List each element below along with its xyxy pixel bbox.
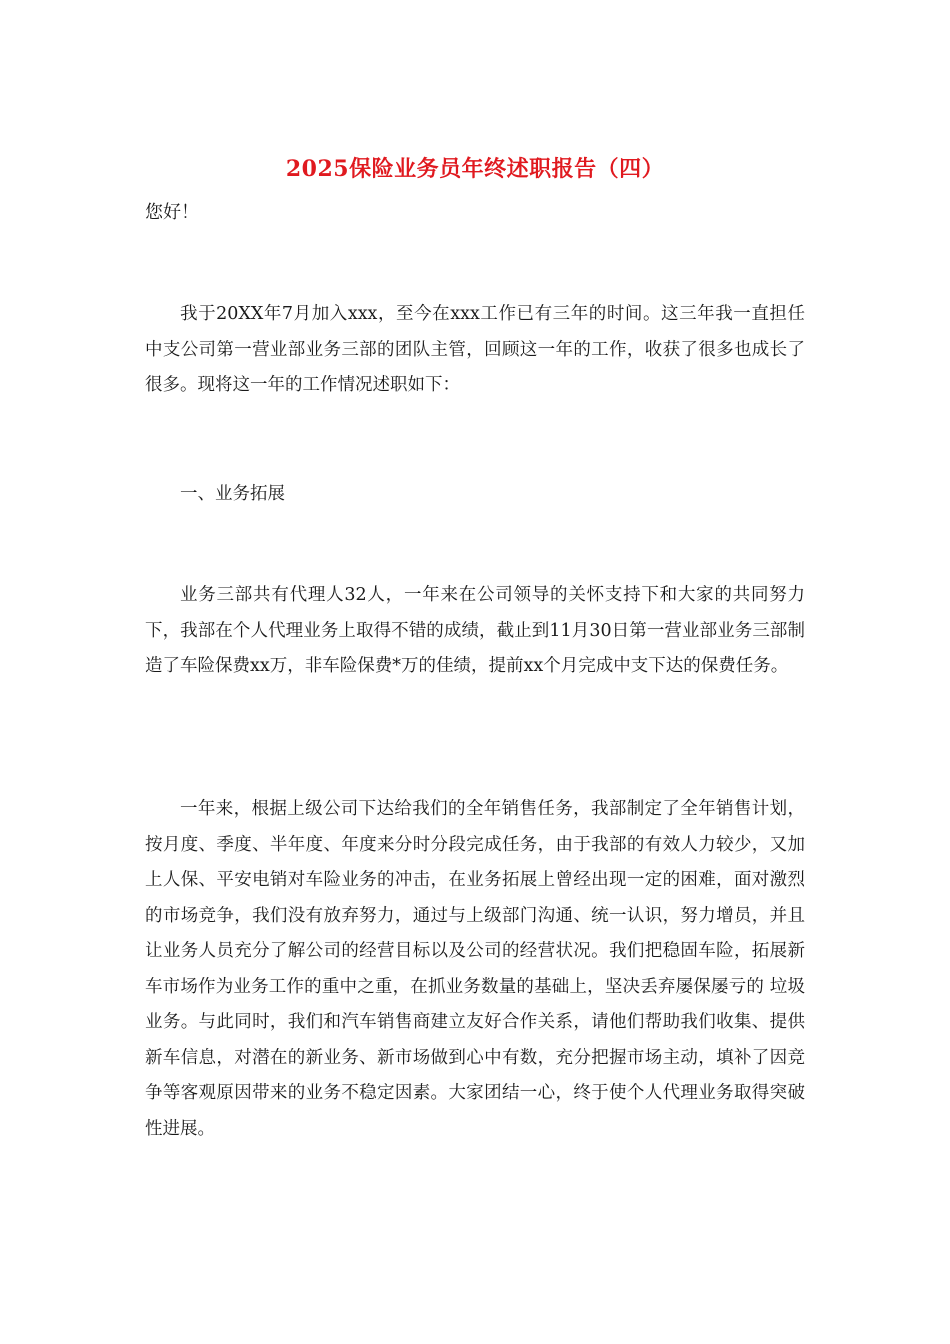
greeting-text: 您好！ bbox=[145, 202, 199, 223]
sales-plan-paragraph: 一年来，根据上级公司下达给我们的全年销售任务，我部制定了全年销售计划，按月度、季度、半年度、年度来分时分段完成任务，由于我部的有效人力较少，又加上人保、平安电销对车险业务的冲击，在业务拓展上曾经出现一定的困难，面对激烈的市场竞争，我们没有放弃努力，通过与上级部门沟通、统一认识，努力增员，并且让业务人员充分了解公司的经营目标以及公司的经营状况。我们把稳固车险，拓展新车市场作为业务工作的重中之重，在抓业务数量的基础上，坚决丢弃屡保屡亏的 垃圾 业务。与此同时，我们和汽车销售商建立友好合作关系，请他们帮助我们收集、提供新车信息，对潜在的新业务、新市场做到心中有数，充分把握市场主动，填补了因竞争等客观原因带来的业务不稳定因素。大家团结一心，终于使个人代理业务取得突破性进展。 bbox=[145, 799, 805, 1139]
document-title: 2025保险业务员年终述职报告（四） bbox=[285, 156, 665, 182]
business-results-paragraph: 业务三部共有代理人32人，一年来在公司领导的关怀支持下和大家的共同努力下，我部在个人代理业务上取得不错的成绩，截止到11月30日第一营业部业务三部制造了车险保费xx万，非车险保费*万的佳绩，提前xx个月完成中支下达的保费任务。 bbox=[145, 585, 805, 676]
intro-paragraph: 我于20XX年7月加入xxx，至今在xxx工作已有三年的时间。这三年我一直担任中支公司第一营业部业务三部的团队主管，回顾这一年的工作，收获了很多也成长了很多。现将这一年的工作情况述职如下： bbox=[145, 304, 805, 395]
section-heading-business-expansion: 一、业务拓展 bbox=[180, 484, 285, 504]
